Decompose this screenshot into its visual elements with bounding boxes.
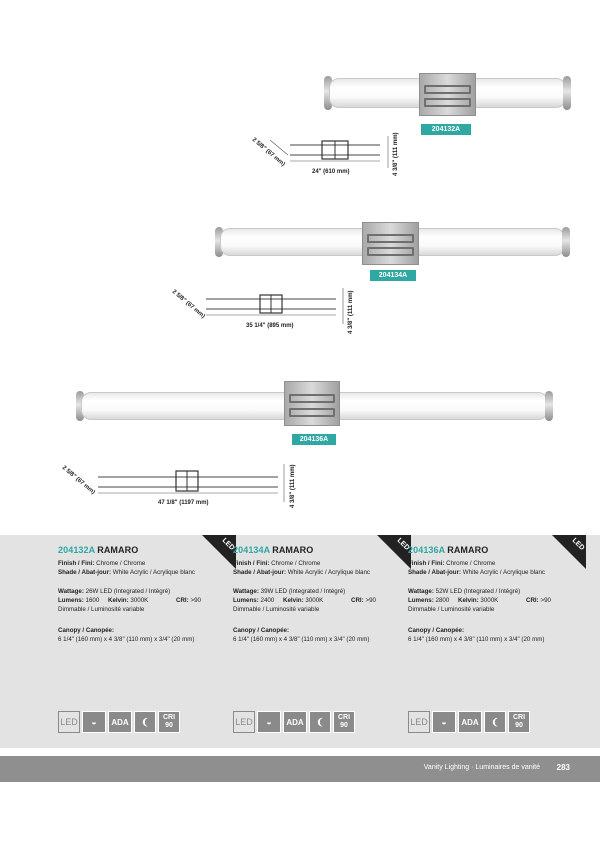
lumens-line: Lumens: 2400	[233, 597, 275, 604]
bulb-icon: ❨	[484, 711, 506, 733]
dimension-drawing-204136A	[58, 458, 308, 520]
product-name: RAMARO	[447, 545, 489, 555]
product-name: RAMARO	[272, 545, 314, 555]
feature-icons	[58, 711, 180, 733]
product-name: RAMARO	[97, 545, 139, 555]
dimmable-icon: ◒	[257, 711, 281, 733]
mounting-bracket	[284, 381, 340, 426]
product-code-tag: 204136A	[292, 434, 336, 445]
dimmable-line: Dimmable / Luminosité variable	[58, 606, 145, 613]
finish-line: Finish / Fini: Chrome / Chrome	[58, 560, 146, 567]
feature-icons	[233, 711, 355, 733]
canopy-value: 6 1/4" (160 mm) x 4 3/8" (110 mm) x 3/4" (20 mm)	[408, 636, 545, 643]
lumens-line: Lumens: 2800	[408, 597, 450, 604]
bulb-icon: ❨	[309, 711, 331, 733]
cri-icon: CRI 90	[508, 711, 530, 733]
product-heading	[58, 545, 138, 555]
shade-line: Shade / Abat-jour: White Acrylic / Acrylique blanc	[58, 569, 195, 576]
dimension-depth: 2 5/8" (67 mm)	[250, 136, 286, 168]
canopy-value: 6 1/4" (160 mm) x 4 3/8" (110 mm) x 3/4" (20 mm)	[233, 636, 370, 643]
ada-icon: ADA	[283, 711, 307, 733]
led-icon: LED	[233, 711, 255, 733]
wattage-line: Wattage: 39W LED (Integrated / Intégré)	[233, 588, 346, 595]
canopy-value: 6 1/4" (160 mm) x 4 3/8" (110 mm) x 3/4" (20 mm)	[58, 636, 195, 643]
page-footer	[0, 756, 600, 782]
bulb-icon: ❨	[134, 711, 156, 733]
cri-icon: CRI 90	[333, 711, 355, 733]
led-corner-badge: LED	[552, 535, 586, 569]
wattage-line: Wattage: 26W LED (Integrated / Intégré)	[58, 588, 171, 595]
led-corner-badge: LED	[377, 535, 411, 569]
footer-section-title: Vanity Lighting · Luminaires de vanité	[423, 764, 540, 771]
dimmable-line: Dimmable / Luminosité variable	[408, 606, 495, 613]
dimension-width: 47 1/8" (1197 mm)	[158, 500, 209, 506]
product-code-tag: 204134A	[370, 270, 416, 281]
dimmable-icon: ◒	[432, 711, 456, 733]
end-cap-right	[545, 391, 553, 421]
dimension-drawing-204134A	[168, 282, 358, 342]
dimmable-icon: ◒	[82, 711, 106, 733]
product-heading	[233, 545, 313, 555]
feature-icons	[408, 711, 530, 733]
product-heading	[408, 545, 488, 555]
spec-column-204134A	[233, 535, 411, 748]
dimension-width: 24" (610 mm)	[312, 169, 350, 175]
canopy-label: Canopy / Canopée:	[408, 627, 465, 634]
kelvin-line: Kelvin: 3000K	[283, 597, 324, 604]
led-icon: LED	[58, 711, 80, 733]
kelvin-line: Kelvin: 3000K	[458, 597, 499, 604]
product-code-tag: 204132A	[421, 124, 471, 135]
lumens-line: Lumens: 1600	[58, 597, 100, 604]
led-corner-badge: LED	[202, 535, 236, 569]
mounting-bracket	[419, 73, 476, 116]
cri-line: CRI: >90	[176, 597, 201, 604]
shade-line: Shade / Abat-jour: White Acrylic / Acrylique blanc	[408, 569, 545, 576]
kelvin-line: Kelvin: 3000K	[108, 597, 149, 604]
led-icon: LED	[408, 711, 430, 733]
page-number: 283	[556, 763, 570, 772]
finish-line: Finish / Fini: Chrome / Chrome	[233, 560, 321, 567]
cri-line: CRI: >90	[351, 597, 376, 604]
dimension-height: 4 3/8" (111 mm)	[348, 290, 354, 334]
spec-column-204132A	[58, 535, 236, 748]
product-code: 204136A	[408, 545, 446, 555]
dimension-height: 4 3/8" (111 mm)	[290, 464, 296, 508]
product-code: 204134A	[233, 545, 271, 555]
cri-icon: CRI 90	[158, 711, 180, 733]
finish-line: Finish / Fini: Chrome / Chrome	[408, 560, 496, 567]
ada-icon: ADA	[108, 711, 132, 733]
mounting-bracket	[362, 222, 419, 265]
end-cap-right	[562, 227, 570, 257]
spec-column-204136A	[408, 535, 586, 748]
dimension-drawing-204132A	[240, 128, 410, 184]
ada-icon: ADA	[458, 711, 482, 733]
canopy-label: Canopy / Canopée:	[233, 627, 290, 634]
dimension-depth: 2 5/8" (67 mm)	[170, 288, 206, 320]
cri-line: CRI: >90	[526, 597, 551, 604]
end-cap-right	[563, 76, 571, 110]
dimension-depth: 2 5/8" (67 mm)	[60, 464, 96, 496]
shade-line: Shade / Abat-jour: White Acrylic / Acrylique blanc	[233, 569, 370, 576]
dimension-width: 35 1/4" (895 mm)	[246, 323, 294, 329]
dimmable-line: Dimmable / Luminosité variable	[233, 606, 320, 613]
canopy-label: Canopy / Canopée:	[58, 627, 115, 634]
dimension-height: 4 3/8" (111 mm)	[393, 132, 399, 176]
product-code: 204132A	[58, 545, 96, 555]
wattage-line: Wattage: 52W LED (Integrated / Intégré)	[408, 588, 521, 595]
